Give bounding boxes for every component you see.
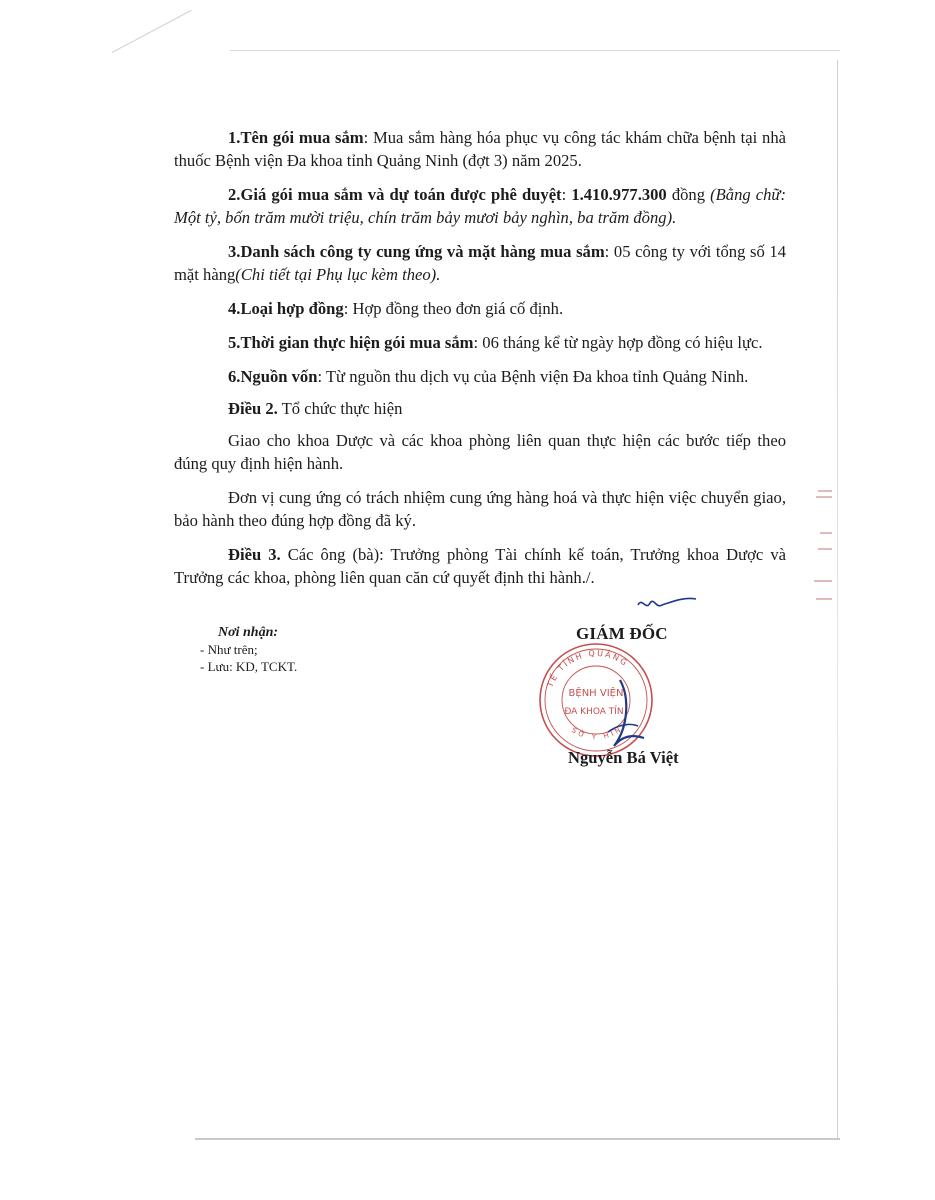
article-2-heading [174, 397, 786, 420]
item-label: 6.Nguồn vốn [228, 367, 318, 386]
signer-name: Nguyễn Bá Việt [568, 748, 679, 767]
article-text: Các ông (bà): Trưởng phòng Tài chính kế toán, Trưởng khoa Dược và Trưởng các khoa, phòng liên quan căn cứ quyết định thi hành./. [174, 545, 786, 587]
item-4 [174, 297, 786, 320]
item-1 [174, 126, 786, 172]
price-amount: 1.410.977.300 [571, 185, 667, 204]
article-2-para-1: Giao cho khoa Dược và các khoa phòng liên quan thực hiện các bước tiếp theo đúng quy định hiện hành. [174, 431, 786, 473]
article-label: Điều 2. [228, 399, 278, 418]
appendix-note: (Chi tiết tại Phụ lục kèm theo). [235, 265, 441, 284]
initials-scrawl [470, 583, 700, 619]
official-seal [534, 640, 658, 758]
price-unit: đồng [666, 185, 711, 204]
svg-text:TẾ TỈNH QUẢNG [545, 648, 630, 689]
item-label: 1.Tên gói mua sắm [228, 128, 364, 147]
item-3 [174, 240, 786, 286]
signature-block [530, 620, 730, 780]
article-title: Tổ chức thực hiện [277, 399, 403, 418]
seal-bottom-text: SỞ Y HINH [570, 719, 631, 742]
seal-outer-text: TẾ TỈNH QUẢNG [545, 648, 630, 689]
scan-edge [195, 1138, 840, 1140]
scan-edge [230, 50, 840, 51]
article-2-para-2: Đơn vị cung ứng có trách nhiệm cung ứng hàng hoá và thực hiện việc chuyển giao, bảo hành theo đúng hợp đồng đã ký. [174, 488, 786, 530]
recipients-block [200, 624, 460, 675]
item-text: : 06 tháng kể từ ngày hợp đồng có hiệu lực. [473, 333, 763, 352]
article-label: Điều 3. [228, 545, 281, 564]
price-in-words: (Bằng chữ: Một tỷ, bốn trăm mười triệu, chín trăm bảy mươi bảy nghìn, ba trăm đồng). [174, 185, 787, 227]
recipient-line: - Lưu: KD, TCKT. [200, 659, 298, 674]
item-text: : 05 công ty với tổng số 14 mặt hàng [174, 242, 786, 284]
item-label: 3.Danh sách công ty cung ứng và mặt hàng mua sắm [228, 242, 605, 261]
item-2 [174, 183, 786, 229]
item-text: : Mua sắm hàng hóa phục vụ công tác khám chữa bệnh tại nhà thuốc Bệnh viện Đa khoa tỉnh Quảng Ninh (đợt 3) năm 2025. [174, 128, 786, 170]
item-text: : Từ nguồn thu dịch vụ của Bệnh viện Đa khoa tỉnh Quảng Ninh. [317, 367, 749, 386]
item-label: 4.Loại hợp đồng [228, 299, 344, 318]
item-label: 5.Thời gian thực hiện gói mua sắm [228, 333, 474, 352]
document-body [174, 126, 786, 600]
edge-stamp-marks [812, 470, 836, 610]
item-label: 2.Giá gói mua sắm và dự toán được phê duyệt [228, 185, 562, 204]
recipient-line: - Như trên; [200, 642, 258, 657]
item-6 [174, 365, 786, 388]
recipients-heading: Nơi nhận: [218, 625, 279, 640]
scan-edge [837, 60, 838, 1140]
fold-mark [112, 10, 192, 53]
item-sep: : [561, 185, 572, 204]
signer-title: GIÁM ĐỐC [576, 624, 668, 643]
item-5 [174, 331, 786, 354]
seal-line-1: BỆNH VIỆN [568, 688, 624, 699]
seal-line-2: ĐA KHOA TỈN [564, 707, 624, 717]
item-text: : Hợp đồng theo đơn giá cố định. [343, 299, 564, 318]
